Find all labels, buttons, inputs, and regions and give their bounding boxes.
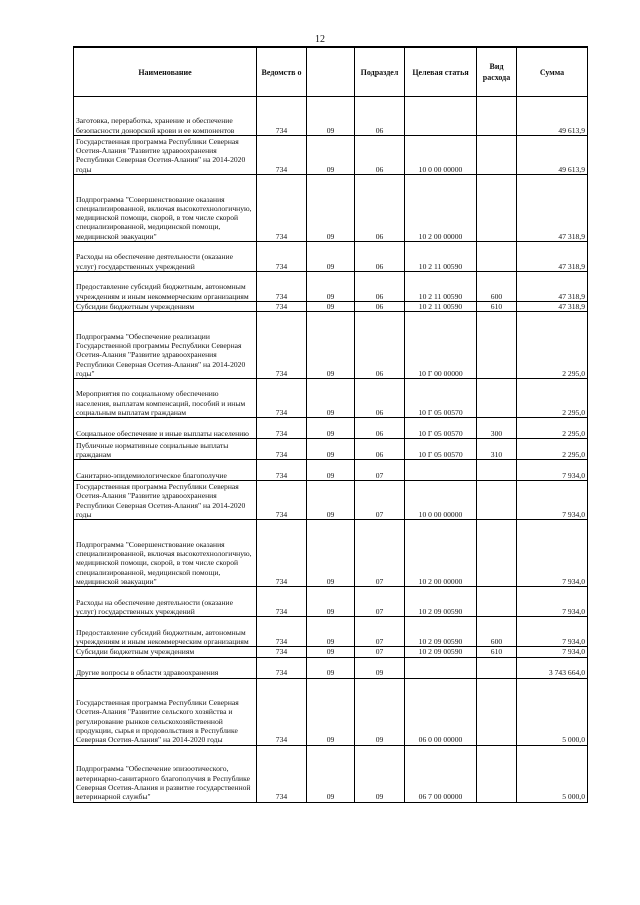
- table-row: [74, 97, 588, 136]
- cell-name: Подпрограмма "Обеспечение реализации Государственной программы Республики Северная Осетия-Алания "Развитие здравоохранения Республики Северная Осетия-Алания" на 2014-2020 годы": [74, 312, 257, 379]
- cell-razdel: 09: [307, 418, 355, 439]
- cell-name: Расходы на обеспечение деятельности (оказание услуг) государственных учреждений: [74, 242, 257, 272]
- cell-razdel: 09: [307, 97, 355, 136]
- cell-target: [405, 657, 477, 678]
- cell-target: 10 2 09 00590: [405, 617, 477, 647]
- cell-podrazdel: 06: [355, 97, 405, 136]
- table-row: [74, 617, 588, 647]
- cell-razdel: 09: [307, 481, 355, 520]
- cell-name: Заготовка, переработка, хранение и обеспечение безопасности донорской крови и ее компонентов: [74, 97, 257, 136]
- header-name: Наименование: [74, 47, 257, 97]
- cell-podrazdel: 07: [355, 647, 405, 657]
- cell-ved: 734: [257, 617, 307, 647]
- cell-ved: 734: [257, 242, 307, 272]
- cell-podrazdel: 07: [355, 520, 405, 587]
- cell-name: Государственная программа Республики Северная Осетия-Алания "Развитие сельского хозяйства и регулирование рынков сельскохозяйственной продукции, сырья и продовольствия в Республике Северная Осетия-Алания" на 2014-2020 годы: [74, 678, 257, 745]
- cell-razdel: 09: [307, 312, 355, 379]
- cell-sum: 7 934,0: [517, 460, 588, 481]
- cell-ved: 734: [257, 587, 307, 617]
- cell-name: Субсидии бюджетным учреждениям: [74, 302, 257, 312]
- cell-target: 10 2 11 00590: [405, 272, 477, 302]
- cell-razdel: 09: [307, 439, 355, 460]
- cell-vid: [477, 678, 517, 745]
- cell-razdel: 09: [307, 175, 355, 242]
- cell-target: 10 Г 05 00570: [405, 439, 477, 460]
- cell-vid: [477, 745, 517, 802]
- cell-name: Санитарно-эпидемиологическое благополучие: [74, 460, 257, 481]
- cell-sum: 2 295,0: [517, 379, 588, 418]
- cell-target: 10 0 00 00000: [405, 136, 477, 175]
- cell-vid: [477, 379, 517, 418]
- cell-ved: 734: [257, 520, 307, 587]
- header-vid: Вид расхода: [477, 47, 517, 97]
- cell-target: 10 Г 05 00570: [405, 418, 477, 439]
- cell-name: Государственная программа Республики Северная Осетия-Алания "Развитие здравоохранения Республики Северная Осетия-Алания" на 2014-2020 годы: [74, 481, 257, 520]
- cell-podrazdel: 07: [355, 587, 405, 617]
- cell-name: Государственная программа Республики Северная Осетия-Алания "Развитие здравоохранения Республики Северная Осетия-Алания" на 2014-2020 годы: [74, 136, 257, 175]
- cell-sum: 49 613,9: [517, 97, 588, 136]
- table-row: [74, 136, 588, 175]
- cell-sum: 5 000,0: [517, 745, 588, 802]
- header-podrazdel: Подраздел: [355, 47, 405, 97]
- cell-sum: 7 934,0: [517, 617, 588, 647]
- table-row: [74, 272, 588, 302]
- cell-vid: [477, 242, 517, 272]
- cell-razdel: 09: [307, 460, 355, 481]
- cell-razdel: 09: [307, 242, 355, 272]
- cell-vid: [477, 136, 517, 175]
- cell-target: [405, 460, 477, 481]
- cell-name: Социальное обеспечение и иные выплаты населению: [74, 418, 257, 439]
- cell-target: 10 2 11 00590: [405, 302, 477, 312]
- table-row: [74, 302, 588, 312]
- cell-vid: [477, 312, 517, 379]
- cell-target: 10 Г 00 00000: [405, 312, 477, 379]
- cell-ved: 734: [257, 439, 307, 460]
- cell-sum: 47 318,9: [517, 302, 588, 312]
- cell-ved: 734: [257, 175, 307, 242]
- table-header-row: [74, 47, 588, 97]
- cell-ved: 734: [257, 312, 307, 379]
- cell-name: Предоставление субсидий бюджетным, автономным учреждениям и иным некоммерческим организациям: [74, 617, 257, 647]
- cell-sum: 47 318,9: [517, 175, 588, 242]
- header-sum: Сумма: [517, 47, 588, 97]
- cell-sum: 3 743 664,0: [517, 657, 588, 678]
- cell-vid: [477, 657, 517, 678]
- table-row: [74, 587, 588, 617]
- cell-podrazdel: 07: [355, 481, 405, 520]
- table-row: [74, 439, 588, 460]
- cell-ved: 734: [257, 418, 307, 439]
- cell-ved: 734: [257, 302, 307, 312]
- cell-razdel: 09: [307, 302, 355, 312]
- cell-sum: 2 295,0: [517, 418, 588, 439]
- cell-vid: [477, 481, 517, 520]
- cell-ved: 734: [257, 136, 307, 175]
- cell-podrazdel: 06: [355, 379, 405, 418]
- table-row: [74, 379, 588, 418]
- cell-vid: 600: [477, 272, 517, 302]
- budget-table: [73, 46, 588, 803]
- cell-name: Предоставление субсидий бюджетным, автономным учреждениям и иным некоммерческим организациям: [74, 272, 257, 302]
- cell-podrazdel: 06: [355, 242, 405, 272]
- cell-sum: 2 295,0: [517, 439, 588, 460]
- cell-razdel: 09: [307, 647, 355, 657]
- cell-vid: 600: [477, 617, 517, 647]
- cell-razdel: 09: [307, 678, 355, 745]
- cell-vid: 610: [477, 302, 517, 312]
- cell-razdel: 09: [307, 745, 355, 802]
- cell-sum: 47 318,9: [517, 272, 588, 302]
- table-row: [74, 657, 588, 678]
- cell-razdel: 09: [307, 617, 355, 647]
- cell-name: Подпрограмма "Совершенствование оказания специализированной, включая высокотехнологичную, медицинской помощи, скорой, в том числе скорой специализированной, медицинской помощи, медицинской эвакуации": [74, 520, 257, 587]
- cell-target: 10 Г 05 00570: [405, 379, 477, 418]
- cell-sum: 7 934,0: [517, 587, 588, 617]
- table-row: [74, 418, 588, 439]
- cell-ved: 734: [257, 647, 307, 657]
- cell-podrazdel: 06: [355, 272, 405, 302]
- cell-target: 06 0 00 00000: [405, 678, 477, 745]
- table-body: [74, 97, 588, 803]
- cell-vid: [477, 587, 517, 617]
- cell-razdel: 09: [307, 520, 355, 587]
- cell-vid: 610: [477, 647, 517, 657]
- cell-ved: 734: [257, 678, 307, 745]
- cell-podrazdel: 06: [355, 302, 405, 312]
- cell-ved: 734: [257, 97, 307, 136]
- cell-sum: 7 934,0: [517, 647, 588, 657]
- page-number: 12: [315, 34, 325, 45]
- cell-podrazdel: 09: [355, 657, 405, 678]
- cell-target: 10 2 11 00590: [405, 242, 477, 272]
- table-row: [74, 520, 588, 587]
- table-row: [74, 745, 588, 802]
- table-row: [74, 678, 588, 745]
- header-razdel: [307, 47, 355, 97]
- cell-name: Мероприятия по социальному обеспечению населения, выплатам компенсаций, пособий и иным социальным выплатам гражданам: [74, 379, 257, 418]
- cell-podrazdel: 06: [355, 439, 405, 460]
- cell-razdel: 09: [307, 657, 355, 678]
- cell-sum: 2 295,0: [517, 312, 588, 379]
- cell-ved: 734: [257, 379, 307, 418]
- cell-ved: 734: [257, 657, 307, 678]
- cell-sum: 5 000,0: [517, 678, 588, 745]
- cell-name: Публичные нормативные социальные выплаты гражданам: [74, 439, 257, 460]
- cell-podrazdel: 07: [355, 617, 405, 647]
- cell-name: Другие вопросы в области здравоохранения: [74, 657, 257, 678]
- cell-name: Подпрограмма "Обеспечение эпизоотического, ветеринарно-санитарного благополучия в Республике Северная Осетия-Алания и развитие государственной ветеринарной службы": [74, 745, 257, 802]
- cell-razdel: 09: [307, 379, 355, 418]
- cell-razdel: 09: [307, 272, 355, 302]
- cell-podrazdel: 06: [355, 312, 405, 379]
- table-row: [74, 460, 588, 481]
- cell-name: Расходы на обеспечение деятельности (оказание услуг) государственных учреждений: [74, 587, 257, 617]
- table-row: [74, 647, 588, 657]
- cell-sum: 47 318,9: [517, 242, 588, 272]
- cell-vid: 300: [477, 418, 517, 439]
- cell-ved: 734: [257, 481, 307, 520]
- cell-ved: 734: [257, 272, 307, 302]
- cell-vid: [477, 460, 517, 481]
- cell-name: Подпрограмма "Совершенствование оказания специализированной, включая высокотехнологичную, медицинской помощи, скорой, в том числе скорой специализированной, медицинской помощи, медицинской эвакуации": [74, 175, 257, 242]
- cell-razdel: 09: [307, 587, 355, 617]
- cell-ved: 734: [257, 460, 307, 481]
- cell-sum: 7 934,0: [517, 481, 588, 520]
- cell-name: Субсидии бюджетным учреждениям: [74, 647, 257, 657]
- cell-podrazdel: 07: [355, 460, 405, 481]
- cell-target: 10 2 09 00590: [405, 587, 477, 617]
- header-target: Целевая статья: [405, 47, 477, 97]
- cell-target: 10 0 00 00000: [405, 481, 477, 520]
- cell-podrazdel: 06: [355, 175, 405, 242]
- table-row: [74, 481, 588, 520]
- cell-razdel: 09: [307, 136, 355, 175]
- cell-vid: [477, 520, 517, 587]
- table-row: [74, 242, 588, 272]
- cell-podrazdel: 06: [355, 418, 405, 439]
- cell-target: 10 2 00 00000: [405, 520, 477, 587]
- cell-sum: 49 613,9: [517, 136, 588, 175]
- cell-target: 10 2 09 00590: [405, 647, 477, 657]
- header-ved: Ведомств о: [257, 47, 307, 97]
- table-row: [74, 175, 588, 242]
- cell-target: [405, 97, 477, 136]
- cell-target: 10 2 00 00000: [405, 175, 477, 242]
- cell-vid: [477, 175, 517, 242]
- cell-ved: 734: [257, 745, 307, 802]
- table-row: [74, 312, 588, 379]
- cell-podrazdel: 09: [355, 745, 405, 802]
- cell-sum: 7 934,0: [517, 520, 588, 587]
- cell-target: 06 7 00 00000: [405, 745, 477, 802]
- cell-vid: 310: [477, 439, 517, 460]
- cell-podrazdel: 09: [355, 678, 405, 745]
- cell-vid: [477, 97, 517, 136]
- cell-podrazdel: 06: [355, 136, 405, 175]
